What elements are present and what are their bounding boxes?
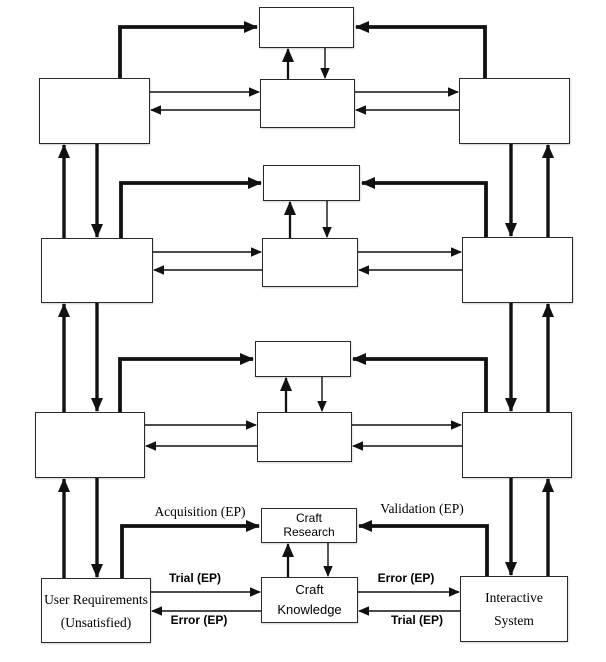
acquisition-label: Acquisition (EP)	[154, 504, 246, 519]
tier3-top-box	[255, 341, 351, 377]
interactive-system-label-line2: System	[494, 613, 534, 628]
craft-research-label-line2: Research	[283, 524, 335, 539]
tier2-top-box	[263, 165, 360, 201]
tier2-left-box	[41, 238, 153, 303]
craft-knowledge-box	[261, 577, 358, 623]
tier1-center-box	[260, 79, 355, 128]
tier2-right-elbow-arrow	[362, 183, 486, 237]
craft-knowledge-label-line2: Knowledge	[277, 602, 342, 617]
trial-lower-label: Trial (EP)	[390, 613, 443, 627]
tier1-left-box	[39, 78, 150, 144]
tier3-center-box	[257, 412, 352, 462]
tier1-top-box	[259, 7, 354, 48]
tier3-right-elbow-arrow	[353, 359, 486, 412]
tier1-left-elbow-arrow	[120, 27, 257, 78]
craft-research-box	[261, 508, 357, 543]
tier2-right-box	[462, 237, 573, 303]
tier3-right-box	[462, 412, 572, 478]
tier2-center-box	[262, 238, 358, 287]
craft-knowledge-label-line1: Craft	[295, 582, 324, 597]
user-requirements-label-line1: User Requirements	[44, 591, 148, 607]
user-requirements-label-line2: (Unsatisfied)	[60, 614, 132, 630]
validation-label: Validation (EP)	[380, 501, 464, 516]
tier1-right-box	[459, 78, 570, 144]
validation-arrow	[359, 526, 487, 576]
tier1-right-elbow-arrow	[356, 27, 485, 78]
tier3-left-box	[35, 412, 145, 478]
error-lower-label: Error (EP)	[170, 613, 228, 627]
tier3-left-elbow-arrow	[120, 359, 253, 412]
interactive-system-label-line1: Interactive	[485, 590, 543, 605]
tier2-left-elbow-arrow	[121, 183, 261, 238]
error-upper-label: Error (EP)	[377, 571, 435, 585]
user-requirements-box	[41, 578, 151, 643]
craft-research-label-line1: Craft	[295, 511, 322, 525]
trial-upper-label: Trial (EP)	[168, 571, 221, 585]
interactive-system-box	[460, 576, 568, 642]
